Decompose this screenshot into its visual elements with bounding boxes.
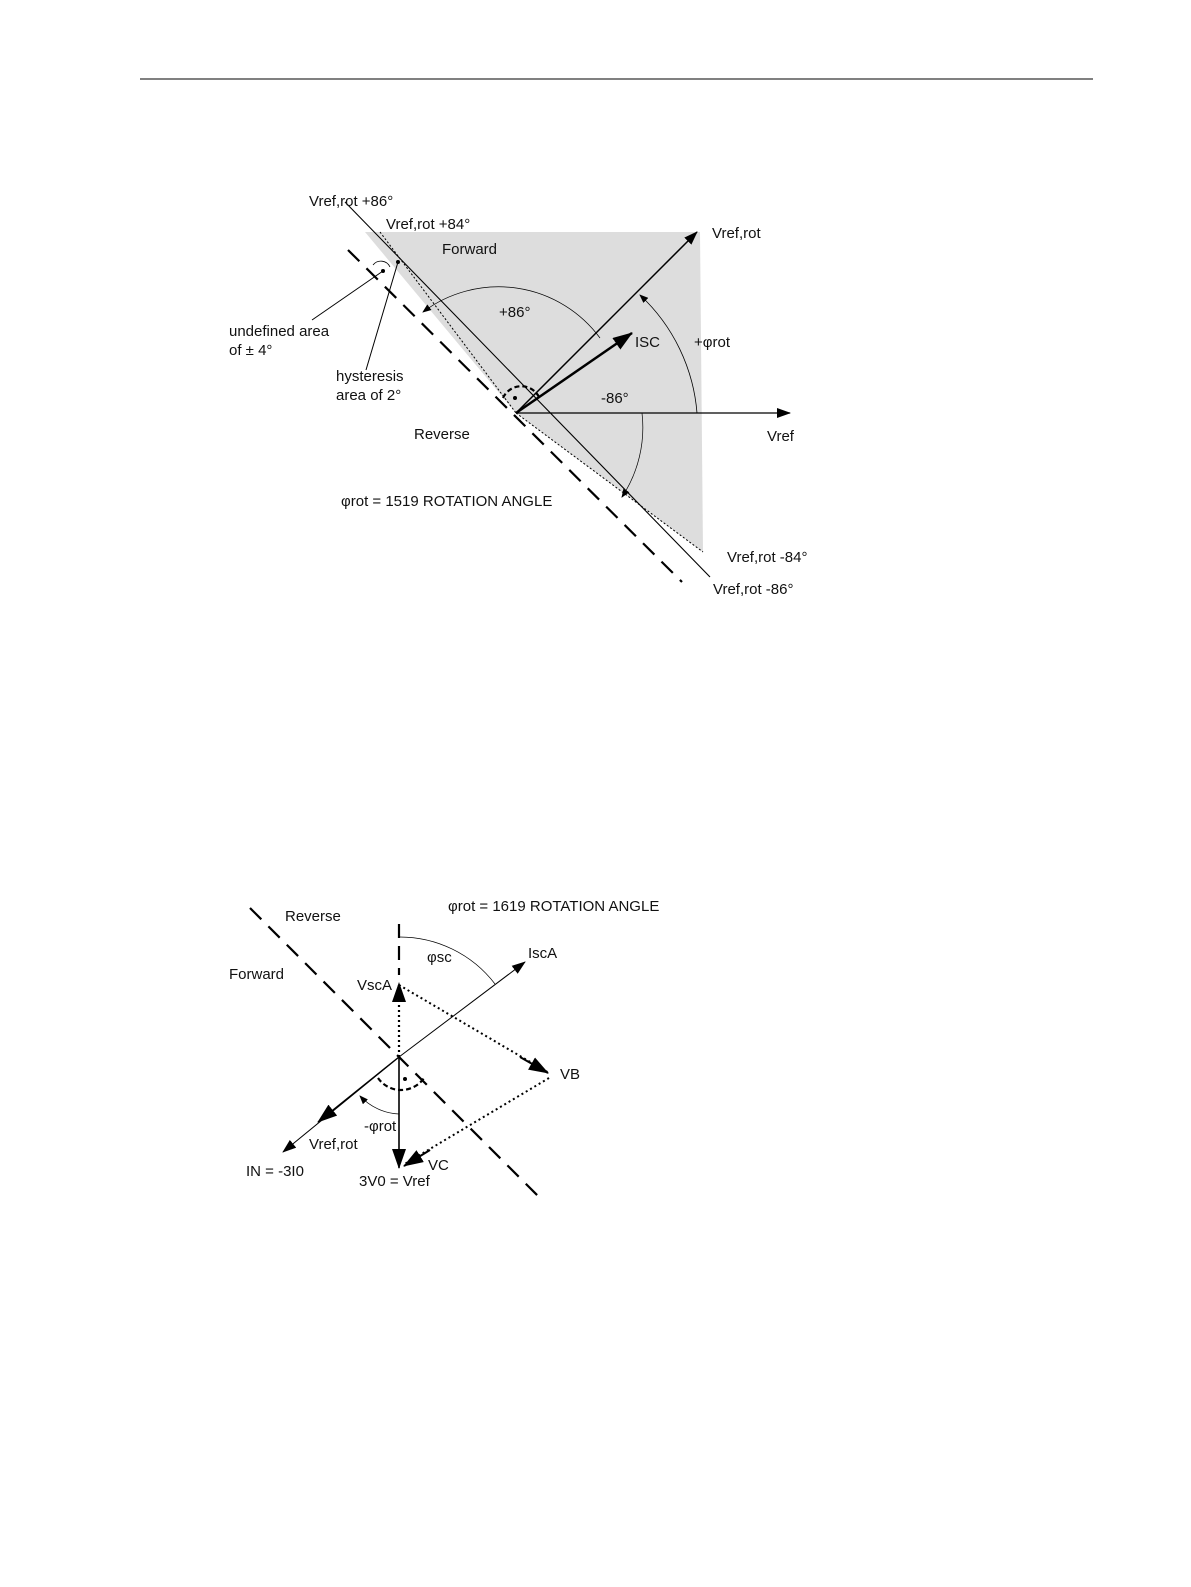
right-angle-dot-2	[403, 1077, 407, 1081]
label-vref-rot-plus86: Vref,rot +86°	[309, 193, 394, 210]
label-minus86: -86°	[601, 390, 629, 407]
label-vsca: VscA	[357, 977, 393, 994]
label-isca: IscA	[528, 945, 558, 962]
minus-phi-rot-arc	[360, 1096, 399, 1114]
dashed-diagonal-line	[250, 908, 542, 1200]
label-in: IN = -3I0	[246, 1163, 304, 1180]
label-vref-rot: Vref,rot	[712, 225, 761, 242]
label-rotation-angle-1619: φrot = 1619 ROTATION ANGLE	[448, 898, 660, 915]
vb-arrow	[520, 1057, 548, 1073]
label-hysteresis-2: area of 2°	[336, 387, 402, 404]
label-forward: Forward	[442, 241, 498, 258]
label-vc: VC	[428, 1157, 449, 1174]
label-vref-rot-minus84: Vref,rot -84°	[727, 549, 808, 566]
right-angle-marker-2	[378, 1078, 424, 1090]
label-vref-rot-plus84: Vref,rot +84°	[386, 216, 471, 233]
vb-vector	[399, 1057, 549, 1073]
diagram-2	[229, 898, 659, 1200]
label-forward-2: Forward	[229, 966, 285, 983]
label-minus-phi-rot: -φrot	[364, 1118, 397, 1135]
undefined-area-marker	[373, 261, 390, 267]
label-reverse: Reverse	[414, 426, 470, 443]
hysteresis-leader	[366, 262, 398, 370]
label-reverse-2: Reverse	[285, 908, 341, 925]
label-3v0-vref: 3V0 = Vref	[359, 1173, 430, 1190]
isca-vector	[399, 962, 525, 1057]
label-rotation-angle-1519: φrot = 1519 ROTATION ANGLE	[341, 493, 553, 510]
right-angle-dot	[513, 396, 517, 400]
vc-arrow	[404, 1150, 430, 1166]
label-vref: Vref	[767, 428, 794, 445]
label-vb: VB	[560, 1066, 581, 1083]
label-phi-sc: φsc	[427, 949, 452, 966]
label-hysteresis-1: hysteresis	[336, 368, 404, 385]
diagram-1	[229, 193, 807, 598]
undefined-area-leader	[312, 271, 383, 320]
label-plus86: +86°	[499, 304, 531, 321]
label-isc: ISC	[635, 334, 661, 351]
label-vref-rot-2: Vref,rot	[309, 1136, 358, 1153]
label-plus-phi-rot: +φrot	[694, 334, 730, 351]
vb-to-vc	[403, 1078, 549, 1165]
label-vref-rot-minus86: Vref,rot -86°	[713, 581, 794, 598]
label-undefined-area-2: of ± 4°	[229, 342, 273, 359]
label-undefined-area-1: undefined area	[229, 323, 330, 340]
